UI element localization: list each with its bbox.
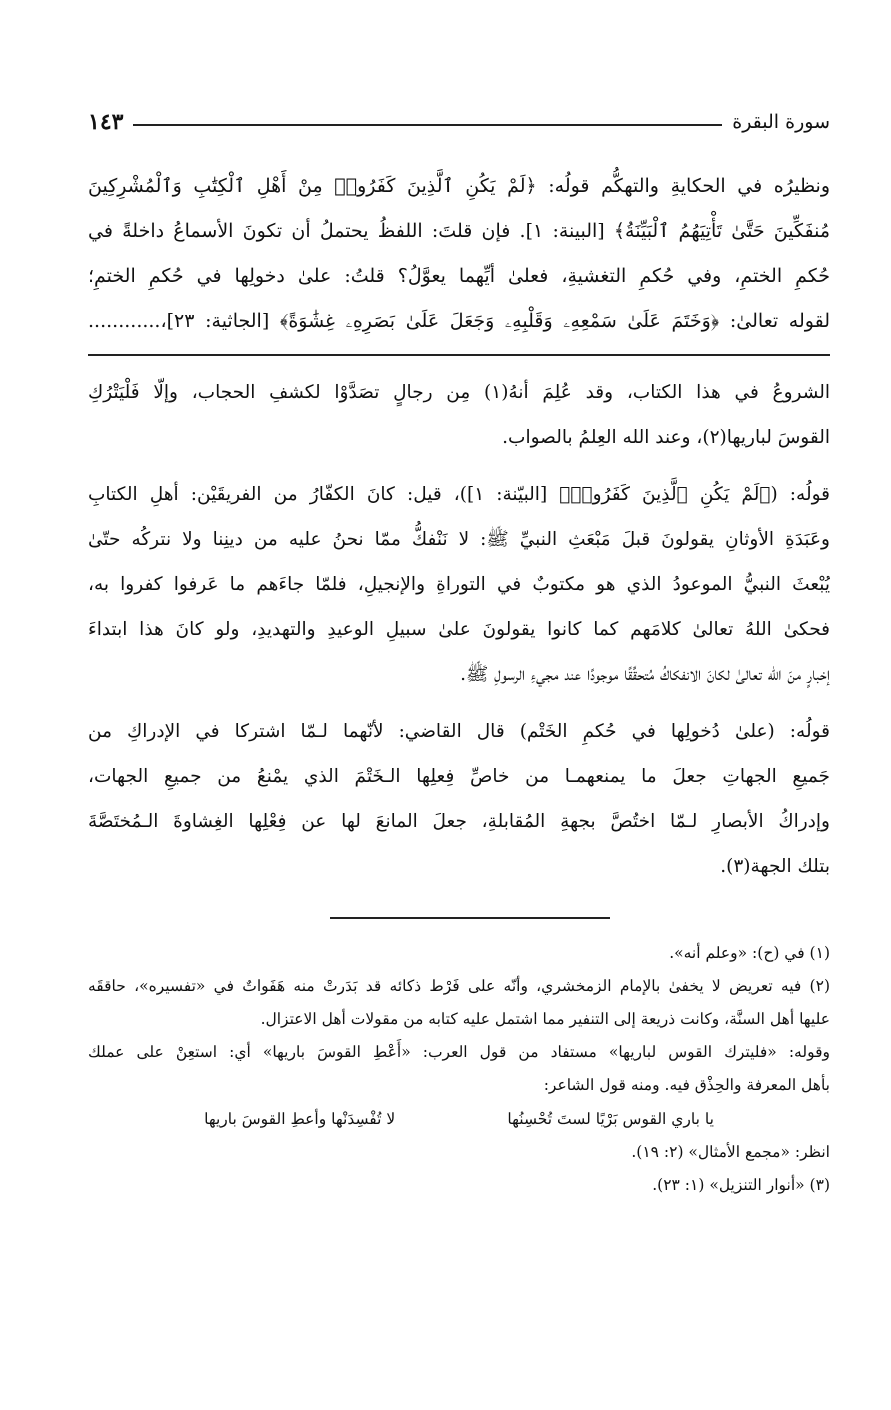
commentary-paragraph <box>88 709 830 889</box>
commentary-line: يُبْعثَ النبيُّ الموعودُ الذي هو مكتوبٌ في التوراةِ والإنجيلِ، فلمّا جاءَهم ما عَرفوا كفروا به، <box>88 574 830 595</box>
footnote-2-line: وقوله: «فليترك القوس لباريها» مستفاد من قول العرب: «أَعْطِ القوسَ باريها» أي: استعِنْ على عملك <box>88 1043 830 1061</box>
footnotes <box>88 937 830 1202</box>
commentary-line: جَميعِ الجهاتِ جعلَ ما يمنعهمـا من خاصِّ فِعلِها الـخَتْمَ الذي يمْنعُ من جميعِ الجهات، <box>88 766 830 787</box>
main-line: حُكمِ الختمِ، وفي حُكمِ التغشيةِ، فعلىٰ أيِّهما يعوَّلُ؟ قلتُ: علىٰ دخولِها في حُكمِ الختمِ؛ <box>88 265 830 287</box>
main-separator <box>88 354 830 356</box>
verse-second-hemistich: لا تُفْسِدَنْها وأعطِ القوسَ باريها <box>204 1110 396 1128</box>
header-rule <box>133 124 722 126</box>
running-header <box>88 100 830 144</box>
poetry-verse <box>88 1102 830 1136</box>
main-line: مُنفَكِّينَ حَتَّىٰ تَأْتِيَهُمُ ٱلْبَيِّنَةُ﴾ [البينة: ١]. فإن قلتَ: اللفظُ يحتملُ أن تكونَ الأسماعُ داخلةً في <box>88 220 830 242</box>
main-text <box>88 164 830 344</box>
commentary-line: وإدراكُ الأبصارِ لـمّا اختُصَّ بجهةِ المُقابلةِ، جعلَ المانعَ لها عن فِعْلِها الغِشاوةَ الـمُختَصَّةَ <box>88 811 830 832</box>
commentary-paragraph <box>88 370 830 460</box>
book-page <box>88 100 830 1202</box>
main-line: لقوله تعالىٰ: ﴿وَخَتَمَ عَلَىٰ سَمْعِهِۦ وَقَلْبِهِۦ وَجَعَلَ عَلَىٰ بَصَرِهِۦ غِشَٰوَةً﴾ [الجاثية: ٢٣]،............ <box>88 310 830 332</box>
commentary-line: وعَبَدَةِ الأوثانِ يقولونَ قبلَ مَبْعَثِ النبيِّ ﷺ: لا نَنْفكُّ ممّا نحنُ عليه من دينِنا ولا نتركُه حتّىٰ <box>88 529 830 550</box>
commentary-paragraph <box>88 472 830 697</box>
footnote-1: (١) في (ح): «وعلم أنه». <box>669 944 830 962</box>
commentary-line: قولُه: (﴿لَمْ يَكُنِ ٱلَّذِينَ كَفَرُوا۟﴾ [البيّنة: ١])، قيل: كانَ الكفّارُ من الفريقَيْن: أهلِ الكتابِ <box>88 484 830 505</box>
footnote-2-line: عليها أهل السنَّة، وكانت ذريعة إلى التنفير مما اشتمل عليه كتابه من مقولات أهل الاعتزال. <box>260 1010 830 1028</box>
page-number: ١٤٣ <box>88 109 124 135</box>
commentary <box>88 370 830 889</box>
commentary-line: قولُه: (علىٰ دُخولِها في حُكمِ الخَتْم) قال القاضي: لأنّهما لـمّا اشتركا في الإدراكِ من <box>88 721 830 742</box>
main-line: ونظيرُه في الحكايةِ والتهكُّم قولُه: ﴿لَمْ يَكُنِ ٱلَّذِينَ كَفَرُوا۟ مِنْ أَهْلِ ٱلْكِتَٰبِ وَٱلْمُشْرِكِينَ <box>88 175 830 197</box>
footnote-2-reference: انظر: «مجمع الأمثال» (٢: ١٩). <box>631 1143 830 1161</box>
commentary-line: إخبارٍ منَ الله تعالىٰ لكانَ الانفكاكُ مُتحقِّقًا موجودًا عند مجيءِ الرسولِ ﷺ. <box>460 664 830 685</box>
footnote-separator <box>330 917 610 919</box>
footnote-2-line: (٢) فيه تعريض لا يخفىٰ بالإمام الزمخشري، وأنّه على فَرْط ذكائه قد بَدَرتْ منه هَفَواتٌ في «تفسيره»، حاققَه <box>88 977 830 995</box>
commentary-line: الشروعُ في هذا الكتاب، وقد عُلِمَ أنهُ(١) مِن رجالٍ تصَدَّوْا لكشفِ الحجاب، وإلّا فَلْيَتْرُكِ <box>88 382 830 403</box>
commentary-line: بتلك الجهة(٣). <box>720 856 830 877</box>
commentary-line: القوسَ لباريها(٢)، وعند الله العِلمُ بالصواب. <box>502 427 830 448</box>
verse-first-hemistich: يا باري القوس بَرْيًا لستَ تُحْسِنُها <box>507 1110 714 1128</box>
footnote-3: (٣) «أنوار التنزيل» (١: ٢٣). <box>652 1176 830 1194</box>
commentary-line: فحكىٰ اللهُ تعالىٰ كلامَهم كما كانوا يقولونَ علىٰ سبيلِ الوعيدِ والتهديدِ، ولو كانَ هذا ابتداءَ <box>88 619 830 640</box>
surah-title: سورة البقرة <box>732 111 830 133</box>
footnote-2-line: بأهل المعرفة والحِذْق فيه. ومنه قول الشاعر: <box>543 1076 830 1094</box>
